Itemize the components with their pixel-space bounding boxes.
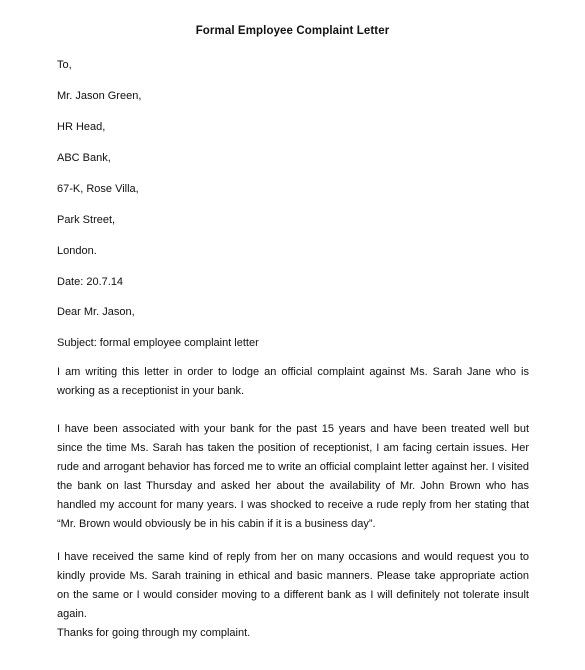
address-city: London. xyxy=(57,245,97,257)
recipient-company: ABC Bank, xyxy=(57,152,111,164)
recipient-name: Mr. Jason Green, xyxy=(57,90,142,102)
recipient-position: HR Head, xyxy=(57,121,106,133)
closing-line: Thanks for going through my complaint. xyxy=(57,627,251,639)
paragraph-1: I am writing this letter in order to lodge an official complaint against Ms. Sarah Jane who is working as a receptionist in your bank. xyxy=(57,366,529,397)
salutation: Dear Mr. Jason, xyxy=(57,306,135,318)
subject-line: Subject: formal employee complaint letter xyxy=(57,337,259,349)
address-street-1: 67-K, Rose Villa, xyxy=(57,183,139,195)
paragraph-3: I have received the same kind of reply from her on many occasions and would request you to kindly provide Ms. Sarah training in ethical and basic manners. Please take appropriate action on the same or I would consider moving to a different bank as I will definitely not tolerate insult again. xyxy=(57,551,529,620)
document-title: Formal Employee Complaint Letter xyxy=(195,25,390,37)
letter-date: Date: 20.7.14 xyxy=(57,276,124,288)
address-street-2: Park Street, xyxy=(57,214,116,226)
address-to: To, xyxy=(57,59,72,71)
paragraph-2: I have been associated with your bank for the past 15 years and have been treated well but since the time Ms. Sarah has taken the position of receptionist, I am facing certain issues. Her rude and arrogant behavior has forced me to write an official complaint letter against her. I visited the bank on last Thursday and asked her about the availability of Mr. John Brown who has handled my account for many years. I was shocked to receive a rude reply from her stating that “Mr. Brown would obviously be in his cabin if it is a business day”. xyxy=(57,423,529,530)
